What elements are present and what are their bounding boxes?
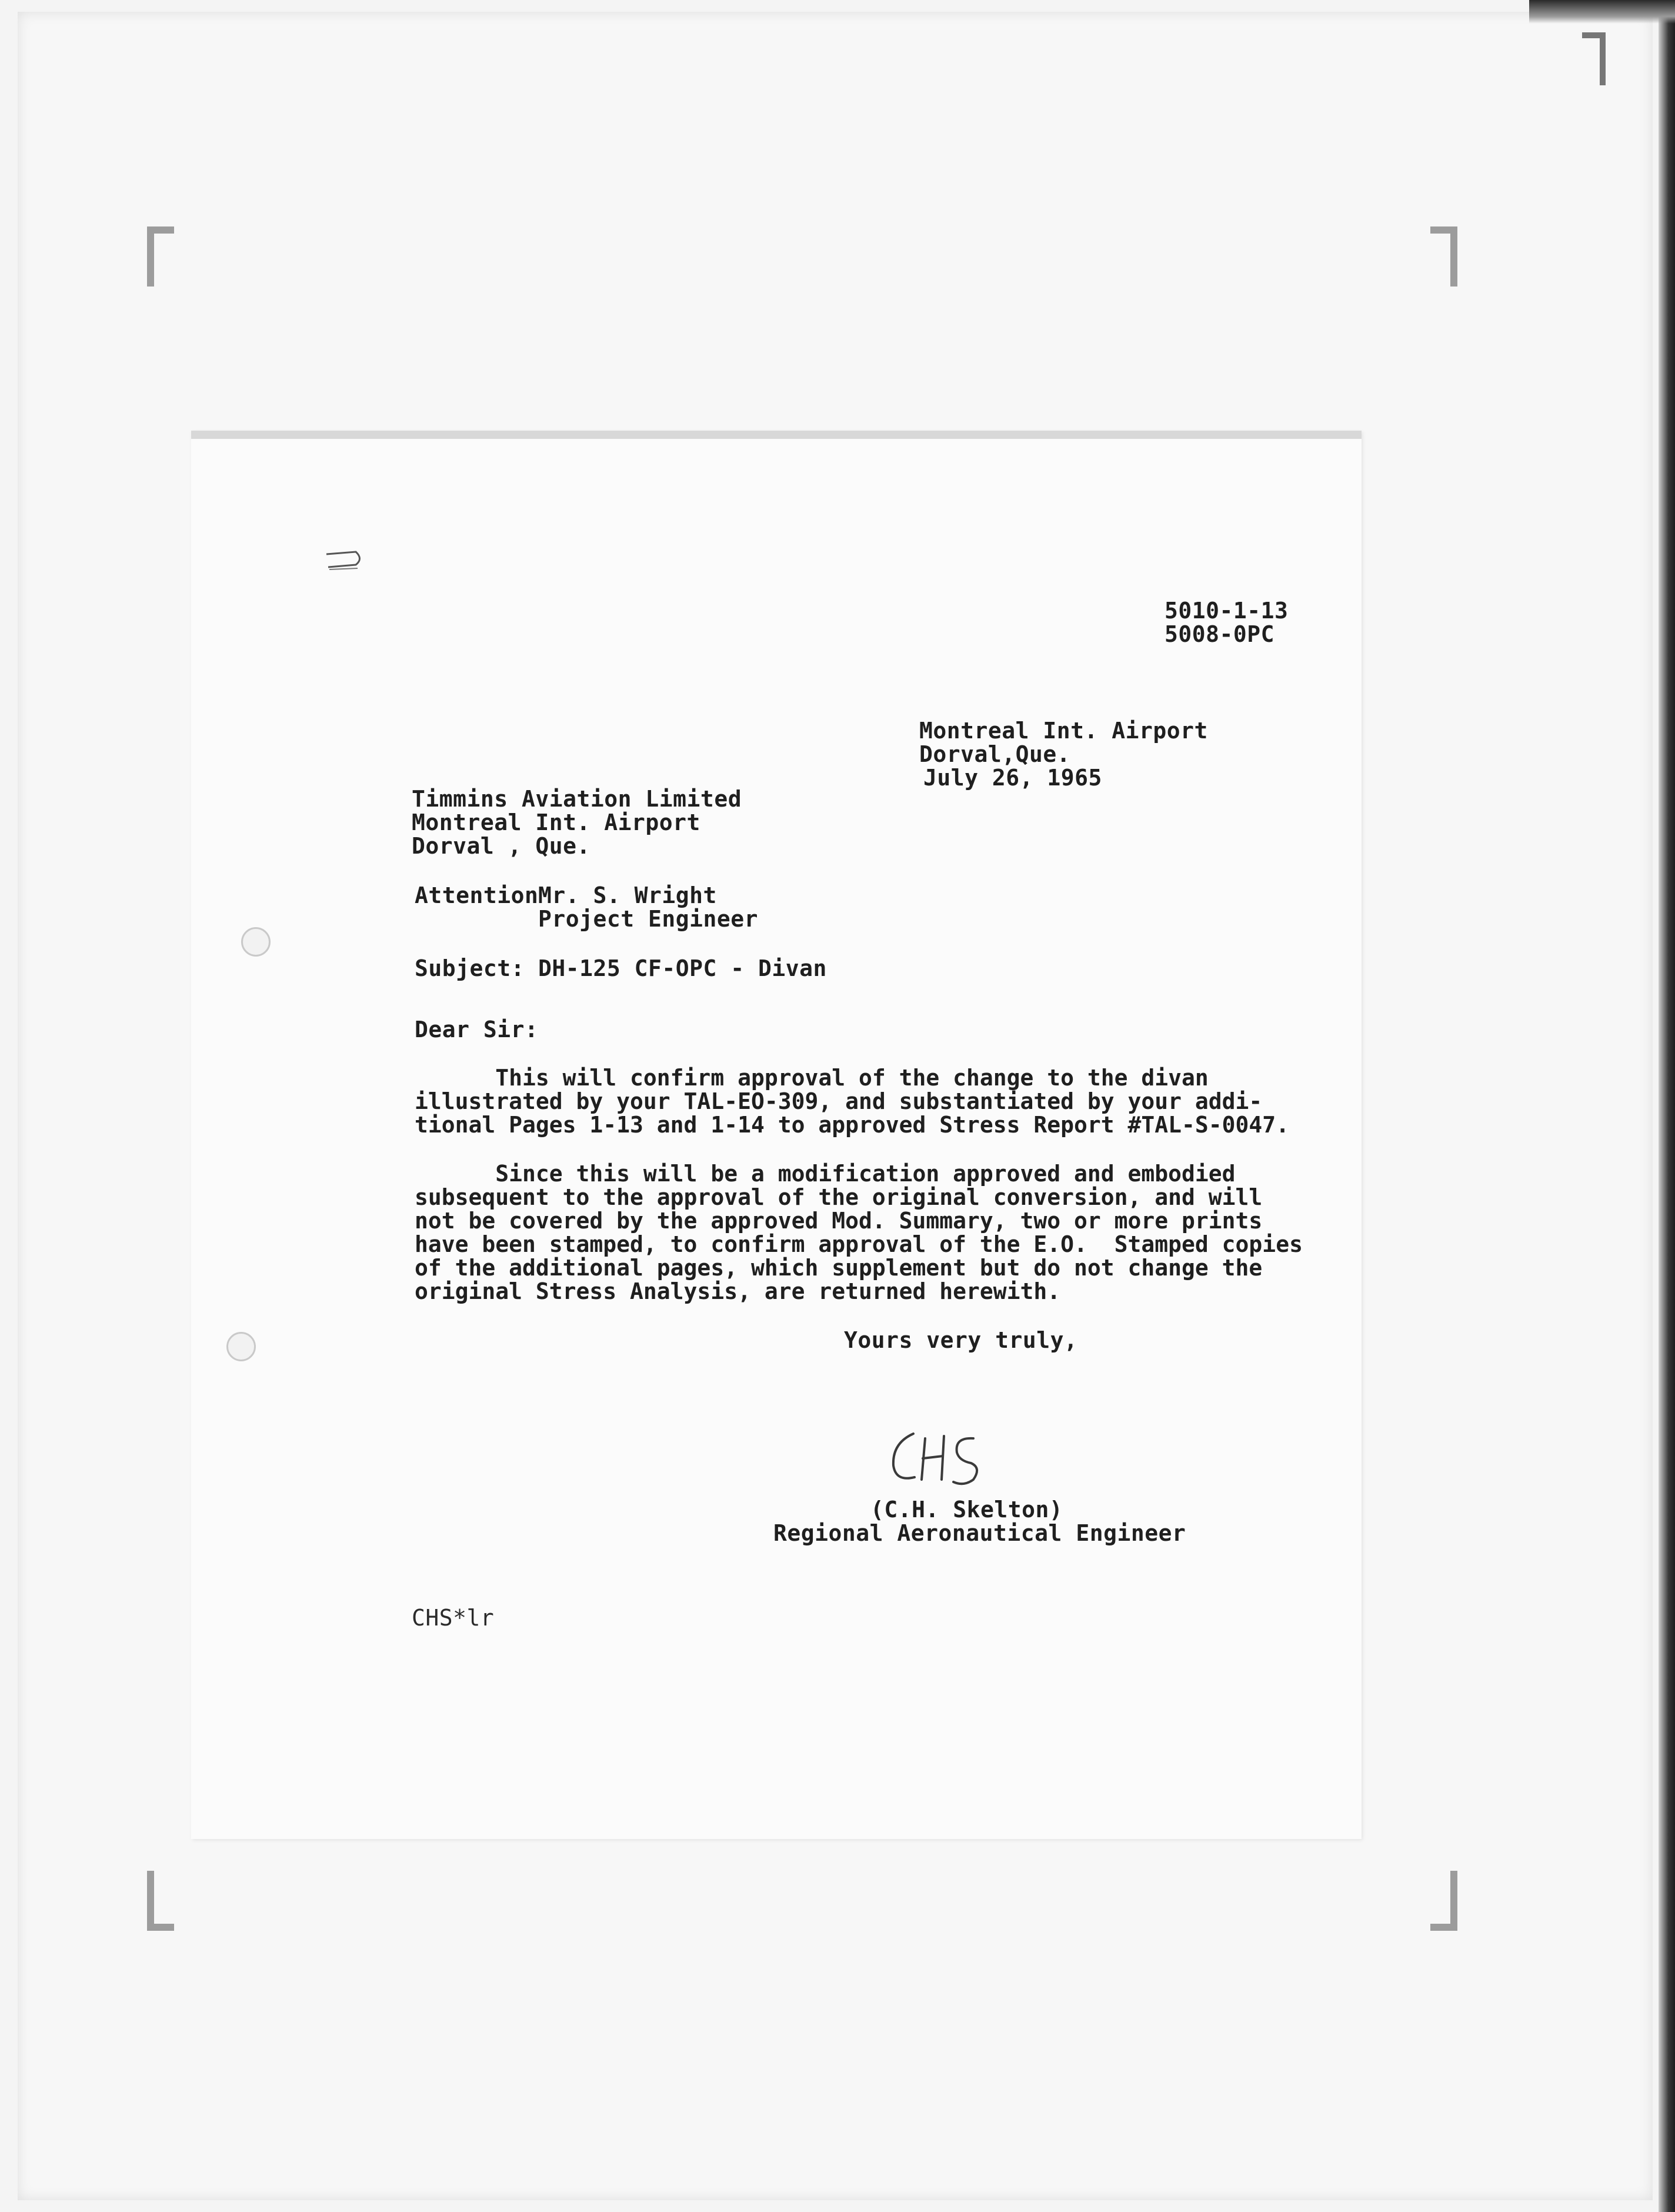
closing: Yours very truly, (844, 1327, 1078, 1353)
body-line: original Stress Analysis, are returned herewith. (415, 1278, 1061, 1304)
body-line: have been stamped, to confirm approval of the E.O. Stamped copies (415, 1231, 1303, 1257)
typist-reference: CHS*lr (412, 1605, 495, 1631)
attention-title: Project Engineer (538, 906, 759, 932)
scan-edge-right (1659, 0, 1675, 2212)
recipient-line1: Timmins Aviation Limited (412, 786, 742, 812)
attention-label: Attention (415, 882, 539, 908)
scan-edge-top (1529, 0, 1675, 24)
salutation: Dear Sir: (415, 1017, 539, 1042)
margin-mark (323, 547, 365, 574)
sender-address-line2: Dorval,Que. (919, 741, 1071, 767)
sender-address-line1: Montreal Int. Airport (919, 718, 1208, 744)
attention-name: Mr. S. Wright (538, 882, 717, 908)
punch-hole-lower (226, 1332, 256, 1361)
crop-mark-bottom-left (147, 1871, 174, 1931)
body-paragraph-2 (415, 1162, 1303, 1303)
file-number-2: 5008-0PC (1165, 621, 1275, 647)
body-paragraph-1 (415, 1066, 1289, 1137)
body-line: not be covered by the approved Mod. Summary, two or more prints (415, 1208, 1263, 1234)
file-number-1: 5010-1-13 (1165, 598, 1289, 624)
signatory-name: (C.H. Skelton) (870, 1497, 1063, 1523)
signatory-title: Regional Aeronautical Engineer (773, 1520, 1186, 1546)
body-line: illustrated by your TAL-EO-309, and substantiated by your addi- (415, 1088, 1263, 1114)
crop-mark-top-right (1430, 226, 1457, 287)
subject-text: DH-125 CF-OPC - Divan (538, 955, 827, 981)
body-line: subsequent to the approval of the original conversion, and will (415, 1184, 1263, 1210)
subject-label: Subject: (415, 955, 525, 981)
handwritten-signature (885, 1421, 991, 1491)
punch-hole-upper (241, 927, 271, 957)
crop-mark-bottom-right (1430, 1871, 1457, 1931)
body-line: Since this will be a modification approved and embodied (415, 1161, 1236, 1187)
body-line: of the additional pages, which supplement but do not change the (415, 1255, 1263, 1281)
body-line: tional Pages 1-13 and 1-14 to approved Stress Report #TAL-S-0047. (415, 1112, 1290, 1138)
crop-mark-outer (1582, 32, 1606, 85)
recipient-line2: Montreal Int. Airport (412, 809, 700, 835)
crop-mark-top-left (147, 226, 174, 287)
body-line: This will confirm approval of the change to the divan (415, 1065, 1209, 1091)
letter-date: July 26, 1965 (923, 765, 1102, 791)
recipient-line3: Dorval , Que. (412, 833, 590, 859)
